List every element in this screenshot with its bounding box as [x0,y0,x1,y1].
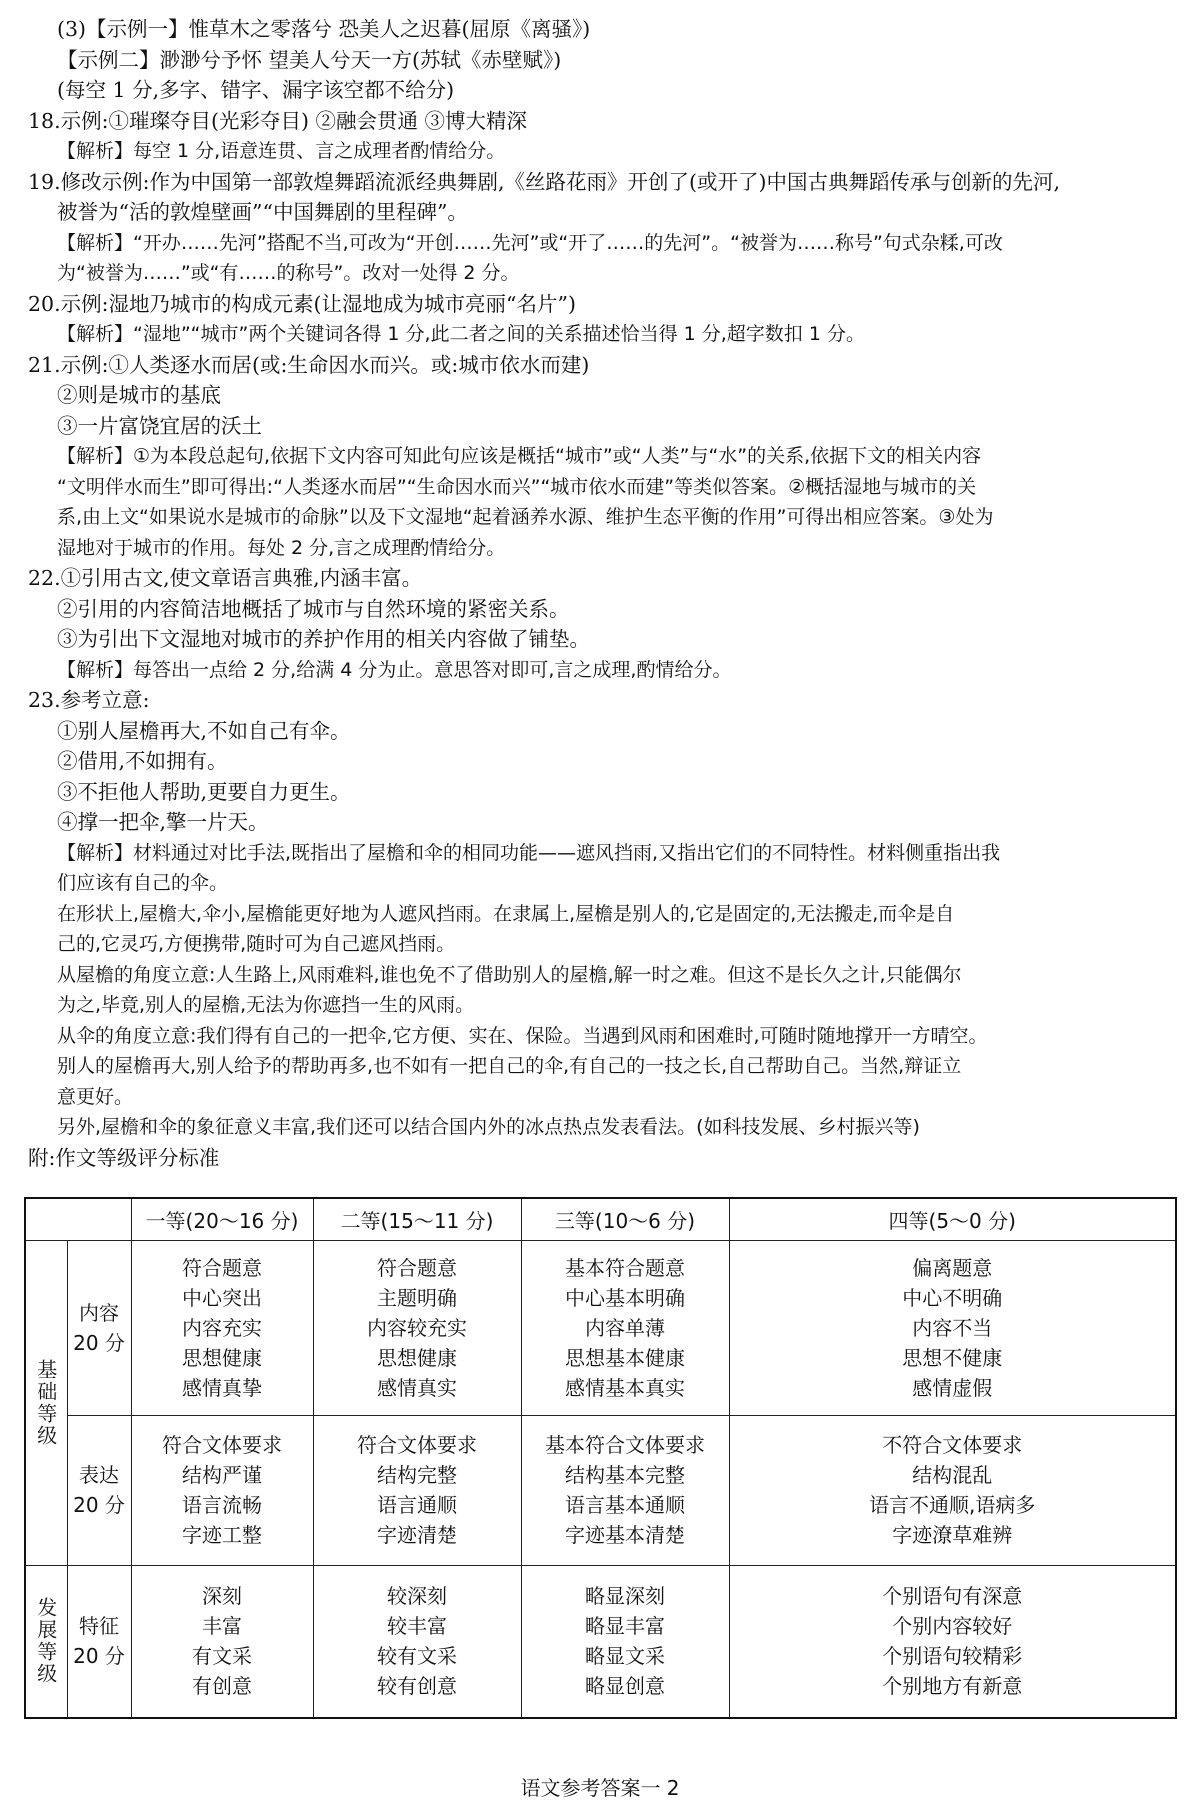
cell-line: 语言通顺 [377,1493,457,1517]
cell-line: 字迹工整 [182,1523,262,1547]
text-line: ④撑一把伞,擎一片天。 [57,810,269,834]
text-line: ②借用,不如拥有。 [57,749,228,773]
cell-line: 略显丰富 [585,1614,665,1639]
cell-line: 语言基本通顺 [565,1493,685,1517]
text-line: 【解析】材料通过对比手法,既指出了屋檐和伞的相同功能——遮风挡雨,又指出它们的不同特性。材料侧重指出我 [57,841,1001,864]
text-line: 为之,毕竟,别人的屋檐,无法为你遮挡一生的风雨。 [57,994,475,1016]
table-cell [729,1565,1176,1718]
cell-line: 主题明确 [377,1285,457,1310]
row-label-content [67,1240,131,1415]
cell-line: 内容较充实 [367,1315,467,1340]
text-line: 附:作文等级评分标准 [28,1145,220,1170]
cell-line: 中心基本明确 [565,1285,685,1310]
cell-line: 内容单薄 [585,1315,665,1340]
cell-line: 20 分 [73,1330,125,1355]
text-line: 【解析】每空 1 分,语意连贯、言之成理者酌情给分。 [57,140,506,162]
cell-line: 略显深刻 [585,1584,665,1609]
cell-line: 个别语句有深意 [882,1584,1023,1609]
cell-line: 深刻 [202,1584,242,1609]
table-cell [313,1240,521,1415]
cell-line: 思想健康 [377,1345,457,1370]
text-line: 【解析】“湿地”“城市”两个关键词各得 1 分,此二者之间的关系描述恰当得 1 分,超字数扣 1 分。 [57,323,865,345]
text-line: ②则是城市的基底 [57,383,221,407]
cell-line: 内容 [79,1300,119,1325]
cell-line: 个别内容较好 [892,1614,1013,1639]
cell-line: 感情真挚 [182,1375,262,1400]
text-line: ③不拒他人帮助,更要自力更生。 [57,779,351,804]
table-cell [131,1415,313,1565]
text-line: 20.示例:湿地乃城市的构成元素(让湿地成为城市亮丽“名片”) [28,291,576,316]
text-line: 意更好。 [57,1085,134,1108]
cell-line: 感情基本真实 [565,1375,685,1400]
text-line: 18.示例:①璀璨夺目(光彩夺目) ②融会贯通 ③博大精深 [28,108,528,133]
text-line: ③一片富饶宜居的沃土 [57,413,262,438]
cell-line: 基本符合文体要求 [545,1433,705,1457]
cell-line: 个别语句较精彩 [882,1644,1023,1669]
cell-line: 结构混乱 [912,1463,993,1487]
text-line: 在形状上,屋檐大,伞小,屋檐能更好地为人遮风挡雨。在隶属上,屋檐是别人的,它是固定的,无法搬走,而伞是自 [57,902,955,925]
cell-line: 较有创意 [377,1674,457,1699]
cell-line: 个别地方有新意 [882,1674,1023,1699]
table-cell [521,1415,729,1565]
header-grade-1: 一等(20～16 分) [131,1198,313,1240]
table-row-feature [25,1565,1176,1718]
table-cell [521,1240,729,1415]
cell-line: 字迹清楚 [377,1523,457,1547]
cell-line: 符合文体要求 [162,1433,282,1457]
text-line: “文明伴水而生”即可得出:“人类逐水而居”“生命因水而兴”“城市依水而建”等类似答案。②概括湿地与城市的关 [57,475,977,498]
text-line: 22.①引用古文,使文章语言典雅,内涵丰富。 [28,566,423,590]
text-line: ②引用的内容简洁地概括了城市与自然环境的紧密关系。 [57,596,570,621]
table-cell [131,1240,313,1415]
cell-line: 不符合文体要求 [882,1433,1023,1457]
table-header-row [25,1198,1176,1240]
header-grade-2: 二等(15～11 分) [313,1198,521,1240]
text-line: 己的,它灵巧,方便携带,随时可为自己遮风挡雨。 [57,933,456,955]
text-line: ①别人屋檐再大,不如自己有伞。 [57,718,351,743]
text-line: 别人的屋檐再大,别人给予的帮助再多,也不如有一把自己的伞,有自己的一技之长,自己帮助自己。当然,辩证立 [57,1055,962,1077]
table-cell [729,1240,1176,1415]
cell-line: 表达 [79,1463,119,1487]
text-line: 【解析】①为本段总起句,依据下文内容可知此句应该是概括“城市”或“人类”与“水”的关系,依据下文的相关内容 [57,445,982,467]
text-line: 从屋檐的角度立意:人生路上,风雨难料,谁也免不了借助别人的屋檐,解一时之难。但这不是长久之计,只能偶尔 [57,963,962,986]
grading-table [24,1197,1177,1719]
cell-line: 有文采 [192,1644,252,1669]
text-line: 们应该有自己的伞。 [57,872,229,894]
text-line: 19.修改示例:作为中国第一部敦煌舞蹈流派经典舞剧,《丝路花雨》开创了(或开了)中国古典舞蹈传承与创新的先河, [28,169,1061,194]
table-cell [729,1415,1176,1565]
cell-line: 有创意 [192,1674,252,1699]
table-cell [521,1565,729,1718]
cell-line: 思想健康 [182,1345,262,1370]
cell-line: 中心不明确 [902,1285,1003,1310]
cell-line: 内容不当 [912,1315,993,1340]
cell-line: 内容充实 [182,1315,262,1340]
text-line: 【解析】“开办……先河”搭配不当,可改为“开创……先河”或“开了……的先河”。“被誉为……称号”句式杂糅,可改 [57,231,1003,254]
header-blank [25,1198,131,1240]
text-line: 被誉为“活的敦煌壁画”“中国舞剧的里程碑”。 [57,200,468,224]
table-cell [313,1415,521,1565]
cell-line: 略显创意 [585,1674,665,1699]
text-line: 为“被誉为……”或“有……的称号”。改对一处得 2 分。 [57,262,520,284]
cell-line: 符合文体要求 [357,1433,477,1457]
cell-line: 语言不通顺,语病多 [869,1493,1036,1517]
text-line: 从伞的角度立意:我们得有自己的一把伞,它方便、实在、保险。当遇到风雨和困难时,可随时随地撑开一方晴空。 [57,1024,988,1047]
text-line: (每空 1 分,多字、错字、漏字该空都不给分) [57,78,455,102]
cell-line: 较有文采 [377,1644,457,1669]
text-line: (3)【示例一】惟草木之零落兮 恐美人之迟暮(屈原《离骚》) [57,17,591,41]
text-line: 系,由上文“如果说水是城市的命脉”以及下文湿地“起着涵养水源、维护生态平衡的作用”可得出相应答案。③处为 [57,506,994,528]
row-label-expression [67,1415,131,1565]
table-cell [313,1565,521,1718]
answer-text-body [28,14,1178,1173]
cell-line: 感情虚假 [912,1375,993,1400]
text-line: 【解析】每答出一点给 2 分,给满 4 分为止。意思答对即可,言之成理,酌情给分。 [57,658,732,681]
text-line: 【示例二】渺渺兮予怀 望美人兮天一方(苏轼《赤壁赋》) [57,47,562,72]
table-row-expression [25,1415,1176,1565]
cell-line: 结构严谨 [182,1463,262,1487]
text-line: 湿地对于城市的作用。每处 2 分,言之成理酌情给分。 [57,536,506,559]
header-grade-4: 四等(5～0 分) [729,1198,1176,1240]
text-line: 21.示例:①人类逐水而居(或:生命因水而兴。或:城市依水而建) [28,352,590,377]
cell-line: 符合题意 [182,1255,262,1280]
cell-line: 感情真实 [377,1375,457,1400]
page-footer: 语文参考答案一 2 [520,1776,680,1800]
cell-line: 思想基本健康 [565,1345,685,1370]
cell-line: 20 分 [73,1493,125,1517]
cell-line: 符合题意 [377,1255,457,1280]
group-label-basic: 基础等级 [25,1240,67,1565]
cell-line: 略显文采 [585,1644,665,1669]
cell-line: 字迹潦草难辨 [892,1523,1013,1547]
header-grade-3: 三等(10～6 分) [521,1198,729,1240]
text-line: 23.参考立意: [28,688,150,712]
cell-line: 较深刻 [387,1584,447,1609]
cell-line: 中心突出 [182,1285,262,1310]
cell-line: 结构完整 [377,1463,457,1487]
table-row-content [25,1240,1176,1415]
cell-line: 较丰富 [387,1614,447,1639]
text-line: 另外,屋檐和伞的象征意义丰富,我们还可以结合国内外的冰点热点发表看法。(如科技发展、乡村振兴等) [57,1116,920,1138]
table-cell [131,1565,313,1718]
cell-line: 特征 [79,1614,119,1639]
cell-line: 语言流畅 [182,1493,262,1517]
cell-line: 偏离题意 [912,1255,993,1280]
cell-line: 20 分 [73,1644,125,1669]
cell-line: 结构基本完整 [565,1463,685,1487]
cell-line: 丰富 [202,1614,242,1639]
text-line: ③为引出下文湿地对城市的养护作用的相关内容做了铺垫。 [57,627,590,651]
cell-line: 字迹基本清楚 [565,1523,685,1547]
row-label-feature [67,1565,131,1718]
group-label-development: 发展等级 [25,1565,67,1718]
cell-line: 基本符合题意 [565,1255,685,1280]
cell-line: 思想不健康 [902,1345,1003,1370]
